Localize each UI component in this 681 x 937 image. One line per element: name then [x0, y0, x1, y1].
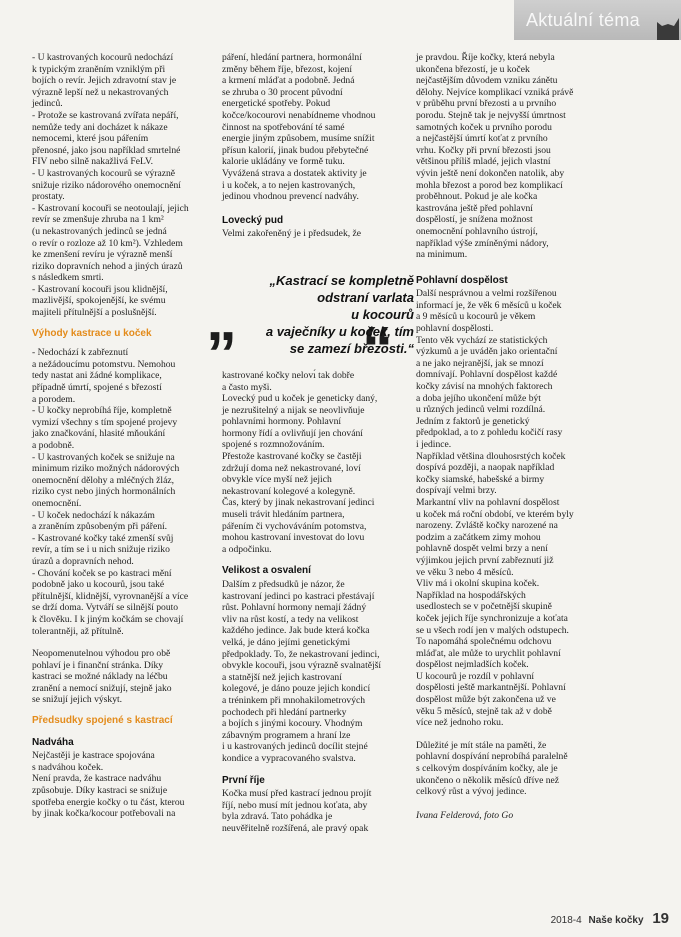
text-line: kastrované kočky nelovı́ tak dobře	[222, 369, 355, 381]
text-line: pohlavní dospívání neprobíhá paralelně	[416, 751, 568, 763]
text-line: Například na hospodářských	[416, 589, 526, 601]
text-line: více než jednoho roku.	[416, 717, 504, 729]
text-line: vývin ještě není dokončen natolik, aby	[416, 167, 565, 179]
text-line: dospělostí, je snížena možnost	[416, 214, 533, 226]
text-line: dospívá později, a naopak například	[416, 462, 555, 474]
text-line: je nezrušitelný a nijak se neovlivňuje	[222, 404, 365, 416]
text-line: - U kočky neprobíhá říje, kompletně	[32, 405, 172, 417]
text-line: by jinak kočka/kocour potřebovali na	[32, 808, 176, 820]
cat-silhouette-icon	[655, 14, 681, 40]
text-line: nekastrovaní kolegové a kolegyně.	[222, 485, 356, 497]
text-line: pohlavní dospělosti.	[416, 323, 494, 335]
text-line: o revír o rozloze až 10 km²). Vzhledem	[32, 237, 183, 249]
text-line: domnívají. Pohlavní dospělost každé	[416, 369, 558, 381]
text-line: pochodech při hledání partnerky	[222, 706, 347, 718]
text-line: obvykle kocouři, jsou výrazně svalnatější	[222, 660, 382, 672]
text-line: - Kastrovaní kocouři jsou klidnější,	[32, 283, 168, 295]
text-line: je pravdou. Říje kočky, která nebyla	[416, 52, 555, 63]
heading-myths: Předsudky spojené s kastrací	[32, 715, 173, 727]
text-line: tolerantněji, až přítulně.	[32, 625, 124, 637]
text-line: Vyvážená strava a dostatek aktivity je	[222, 167, 367, 179]
text-line: vymizí všechny s tím spojené projevy	[32, 416, 178, 428]
text-line: růst. Pohlavní hormony nemají žádný	[222, 602, 367, 614]
text-line: Čas, který by jinak nekastrovaní jedinci	[222, 497, 375, 509]
text-line: riziko dopravních nehod a jiných úrazů	[32, 260, 183, 272]
text-line: kalorie ukládány ve formě tuku.	[222, 156, 345, 168]
text-line: - U koček nedochází k nákazám	[32, 509, 155, 521]
text-line: Neopomenutelnou výhodou pro obě	[32, 648, 171, 660]
text-line: dělohy. Nejvíce komplikací vzniká právě	[416, 86, 574, 98]
text-line: informací je, že věk 6 měsíců u koček	[416, 299, 562, 311]
heading-heat: První říje	[222, 774, 265, 786]
text-line: To napomáhá společnému odchovu	[416, 636, 552, 648]
text-line: a nejčastější úmrtí koťat z prvního	[416, 133, 548, 145]
text-line: Markantní vliv na pohlavní dospělost	[416, 496, 560, 508]
text-line: porodu. Stejně tak je nejvyšší úmrtnost	[416, 109, 566, 121]
text-line: vrhu. Kočky při první březosti jsou	[416, 144, 551, 156]
text-line: Dalším z předsudků je názor, že	[222, 579, 345, 590]
text-line: a tréninkem při mnohakilometrových	[222, 694, 366, 706]
text-line: kastrovaní jedinci po kastraci přestávají	[222, 590, 375, 602]
text-line: kočce/kocourovi nenabídneme vhodnou	[222, 109, 376, 121]
text-line: a odpočinku.	[222, 543, 272, 555]
text-line: dospělost může být zakončena už ve	[416, 694, 556, 706]
text-line: Další nesprávnou a velmi rozšířenou	[416, 288, 557, 300]
text-line: Kočka musí před kastrací jednou projít	[222, 788, 372, 800]
section-title: Aktuální téma	[526, 10, 640, 30]
quote-line: a vaječníky u koček, tím	[265, 324, 414, 339]
text-line: onemocnění dělohy a mléčných žláz,	[32, 474, 174, 486]
text-line: se u všech rodí jen v malých odstupech.	[416, 624, 569, 636]
text-line: u různých jedinců velmi rozdílná.	[416, 404, 546, 416]
text-line: a porodem.	[32, 393, 76, 405]
text-line: kolegové, je dáno pouze jejich kondicí	[222, 683, 371, 695]
text-line: například výše zmíněnými nádory,	[416, 237, 549, 249]
text-line: Tento věk vychází ze statistických	[416, 334, 548, 346]
text-line: byla zdravá. Tato pohádka je	[222, 811, 333, 823]
column-3	[416, 52, 594, 821]
text-line: i u koček, a to nejen kastrovaných,	[222, 179, 356, 191]
text-line: onemocnění pohlavního ústrojí,	[416, 225, 538, 237]
text-line: samotných koček u prvního porodu	[416, 121, 552, 133]
text-line: jako značkování, hlasité mňoukání	[32, 428, 166, 440]
text-line: ukončeno o několik měsíců dříve než	[416, 774, 560, 786]
text-line: s nadváhou koček.	[32, 761, 104, 773]
text-line: předpoklady. To, že nekastrovaní jedinci,	[222, 648, 380, 660]
text-line: mohou kastrovaní investovat do lovu	[222, 532, 365, 544]
text-line: přísun kalorií, jinak budou přebytečné	[222, 144, 369, 156]
text-line: případně úmrtí, spojené s březostí	[32, 382, 162, 394]
text-line: museli trávit hledáním partnera,	[222, 509, 345, 521]
text-line: mohla březost a porod bez komplikací	[416, 179, 563, 191]
text-line: dospělosti ještě markantnější. Pohlavní	[416, 682, 566, 694]
text-line: Jedním z faktorů je genetický	[416, 415, 530, 427]
column-2	[222, 52, 396, 834]
text-line: podzim a začátkem zimy mohou	[416, 531, 541, 543]
text-line: - U kastrovaných koček se snižuje na	[32, 451, 175, 463]
heading-weight: Nadváha	[32, 736, 74, 748]
text-line: na minimum.	[416, 249, 468, 261]
text-line: a podobně.	[32, 440, 75, 451]
text-line: mláďat, ale může to urychlit pohlavní	[416, 647, 561, 659]
text-line: usedlostech se v početnější skupině	[416, 601, 552, 613]
text-line: mazlivější, spokojenější, ke svému	[32, 295, 166, 307]
text-line: kočky závisí na mnohých faktorech	[416, 381, 553, 393]
text-line: pohlavně dospět velmi brzy a není	[416, 543, 548, 555]
text-line: a často myši.	[222, 381, 272, 393]
text-line: - U kastrovaných kocourů nedochází	[32, 52, 174, 63]
text-line: hormony řídí a ovlivňují jen chování	[222, 427, 363, 439]
text-line: se zhruba o 30 procent původní	[222, 86, 343, 98]
text-line: Není pravda, že kastrace nadváhu	[32, 773, 162, 785]
text-line: i jedince.	[416, 439, 452, 450]
text-line: změny během říje, březost, kojení	[222, 63, 353, 75]
open-quote-mark-icon: „	[206, 285, 237, 354]
text-line: pohlavními hormony. Pohlavní	[222, 416, 342, 428]
text-line: Přestože kastrované kočky se častěji	[222, 451, 362, 463]
text-line: ukončena březostí, je u koček	[416, 63, 530, 75]
text-line: a doba jejího ukončení může být	[416, 392, 541, 404]
text-line: narozeny. Zvláště kočky narozené na	[416, 520, 558, 532]
heading-size: Velikost a osvalení	[222, 565, 311, 577]
text-line: U kocourů je rozdíl v pohlavní	[416, 670, 535, 682]
text-line: s následkem smrti.	[32, 272, 104, 284]
heading-maturity: Pohlavní dospělost	[416, 274, 508, 286]
text-line: a krmení mláďat a podobně. Jedná	[222, 75, 355, 87]
text-line: Velmi zakořeněný je i předsudek, že	[222, 228, 362, 240]
text-line: - Nedochází k zabřeznutí	[32, 347, 129, 359]
close-quote-mark-icon: “	[362, 315, 393, 384]
text-line: a statnější než jejich kastrovaní	[222, 671, 342, 683]
text-line: každého jedince. Jak bude která kočka	[222, 625, 370, 637]
text-line: energetické spotřeby. Pokud	[222, 98, 331, 110]
text-line: a ne jako nejranější, jak se mnozí	[416, 357, 544, 369]
text-line: - Kastrované kočky také zmenší svůj	[32, 532, 174, 544]
text-line: riziko cyst nebo jiných hormonálních	[32, 486, 176, 498]
text-line: jedinců.	[32, 98, 63, 110]
text-line: zdržují doma než nekastrované, loví	[222, 462, 361, 474]
text-line: způsobuje. Díky kastraci se snižuje	[32, 785, 168, 797]
text-line: nemocemi, které jsou pářením	[32, 133, 149, 145]
text-line: k typickým zraněním vzniklým při	[32, 63, 166, 75]
text-line: - Chování koček se po kastraci mění	[32, 567, 172, 579]
text-line: a 9 měsíců u kocourů je věkem	[416, 311, 536, 323]
text-line: FIV nebo silně nakažlivá FeLV.	[32, 156, 154, 168]
text-line: kastrována ještě před pohlavní	[416, 202, 533, 214]
text-line: - U kastrovaných kocourů se výrazně	[32, 167, 176, 179]
text-line: k člověku. I k jiným kočkám se chovají	[32, 613, 184, 625]
text-line: Například většina dlouhosrstých koček	[416, 450, 566, 462]
text-line: spotřeba energie kočky o tu část, kterou	[32, 796, 185, 808]
text-line: kočky siamské, habešské a birmy	[416, 473, 545, 485]
quote-line: odstraní varlata	[317, 290, 414, 305]
text-line: ke zmenšení revíru je výrazně menší	[32, 249, 173, 261]
text-line: výjimkou jejich první zabřeznutí již	[416, 554, 554, 566]
text-line: říjí, nebo musí mít jednou koťata, aby	[222, 799, 368, 811]
text-line: - Protože se kastrovaná zvířata nepáří,	[32, 109, 179, 121]
page-footer	[551, 910, 669, 927]
text-line: se drží doma. Vytváří se silnější pouto	[32, 602, 179, 614]
text-line: jedinou vhodnou prevencí nadváhy.	[222, 191, 359, 203]
page-number: 19	[652, 910, 669, 927]
text-line: dospívají velmi brzy.	[416, 485, 497, 497]
text-line: ve věku 3 nebo 4 měsíců.	[416, 566, 514, 578]
text-line: majiteli přítulnější a poslušnější.	[32, 307, 157, 319]
text-line: u koček má roční období, ve kterém byly	[416, 508, 574, 520]
quote-line: „Kastrací se kompletně	[269, 273, 414, 288]
text-line: pářením či vychováváním potomstva,	[222, 520, 367, 532]
text-line: spojené s rozmnožováním.	[222, 439, 325, 451]
magazine-name: Naše kočky	[588, 915, 644, 926]
text-line: kastraci se možné náklady na léčbu	[32, 671, 168, 683]
text-line: energie jiným způsobem, musíme snížit	[222, 133, 375, 145]
text-line: dospělost nejmladších koček.	[416, 659, 529, 671]
quote-line: u kocourů	[351, 307, 414, 322]
text-line: revír, a tím se i u nich snižuje riziko	[32, 544, 170, 556]
text-line: prostaty.	[32, 191, 65, 203]
text-line: obvykle více myší než jejich	[222, 474, 332, 486]
text-line: bojích o revír. Jejich zdravotní stav je	[32, 75, 177, 87]
text-line: přenosné, jako jsou například smrtelné	[32, 144, 181, 156]
text-line: vliv na růst kostí, a tedy na velikost	[222, 613, 359, 625]
text-line: výzkumů a je uváděn jako orientační	[416, 346, 558, 358]
text-line: Nejčastěji je kastrace spojována	[32, 750, 155, 762]
text-line: onemocnění.	[32, 497, 82, 509]
text-line: přítulnější, klidnější, vyrovnanější a více	[32, 590, 189, 602]
text-line: celkový růst a vývoj jedince.	[416, 786, 527, 798]
text-line: minimum riziko možných nádorových	[32, 463, 180, 475]
text-line: předpoklad, a to z pohledu kočičí rasy	[416, 427, 563, 439]
text-line: výrazně lepší než u nekastrovaných	[32, 86, 169, 98]
heading-hunting: Lovecký pud	[222, 214, 284, 226]
text-line: revír se zmenšuje zhruba na 1 km²	[32, 214, 164, 226]
text-line: nejčastějším důvodem vzniku zánětu	[416, 75, 558, 87]
text-line: i u kastrovaných jedinců docílit stejné	[222, 741, 368, 753]
author-signature: Ivana Felderová, foto Go	[416, 809, 514, 821]
text-line: Lovecký pud u koček je geneticky daný,	[222, 393, 378, 405]
text-line: pohlaví je i finanční stránka. Díky	[32, 659, 164, 671]
text-line: věku 5 měsíců, stejně tak až v době	[416, 705, 552, 717]
text-line: nemůže tedy ani docházet k nákaze	[32, 121, 168, 133]
quote-line: se zamezí březosti.“	[289, 341, 414, 356]
issue-number: 2018-4	[550, 915, 582, 926]
text-line: v průběhu první březosti a u prvního	[416, 98, 557, 110]
text-line: páření, hledání partnera, hormonální	[222, 52, 362, 63]
text-line: proběhnout. Pokud je ale kočka	[416, 191, 538, 203]
column-1	[32, 52, 198, 820]
text-line: koček jejich říje synchronizuje a koťata	[416, 612, 568, 624]
text-line: neuvěřitelně rozšířená, ale pravý opak	[222, 822, 369, 834]
text-line: úrazů a dopravních nehod.	[32, 555, 134, 567]
text-line: a nežádoucímu potomstvu. Nemohou	[32, 358, 176, 370]
text-line: zábavným programem a hraní lze	[222, 729, 351, 741]
text-line: (u nekastrovaných jedinců se jedná	[32, 225, 167, 237]
text-line: činnost na spotřebování té samé	[222, 121, 345, 133]
text-line: většinou příliš mladé, jejich vlastní	[416, 156, 551, 168]
text-line: Důležité je mít stále na paměti, že	[416, 739, 547, 751]
text-line: a zraněním způsobeným při páření.	[32, 521, 168, 533]
text-line: - Kastrovaní kocouři se neotoulají, jejich	[32, 202, 189, 214]
text-line: podobně jako u kocourů, jsou také	[32, 579, 165, 591]
text-line: Vliv má i okolní skupina koček.	[416, 578, 540, 590]
text-line: velká, je dáno jejími genetickými	[222, 636, 351, 648]
pull-quote	[206, 268, 424, 384]
text-line: snižuje riziko nádorového onemocnění	[32, 179, 181, 191]
text-line: se snižují jejich výskyt.	[32, 694, 123, 706]
heading-benefits: Výhody kastrace u koček	[32, 327, 152, 339]
text-line: zranění a nemocí snižují, stejně jako	[32, 682, 172, 694]
text-line: tedy nastat ani žádné komplikace,	[32, 370, 162, 382]
text-line: a bojích s jinými kocoury. Vhodným	[222, 718, 363, 730]
text-line: kondice a vypracovaného svalstva.	[222, 752, 356, 764]
text-line: s celkovým dospíváním kočky, ale je	[416, 763, 558, 775]
